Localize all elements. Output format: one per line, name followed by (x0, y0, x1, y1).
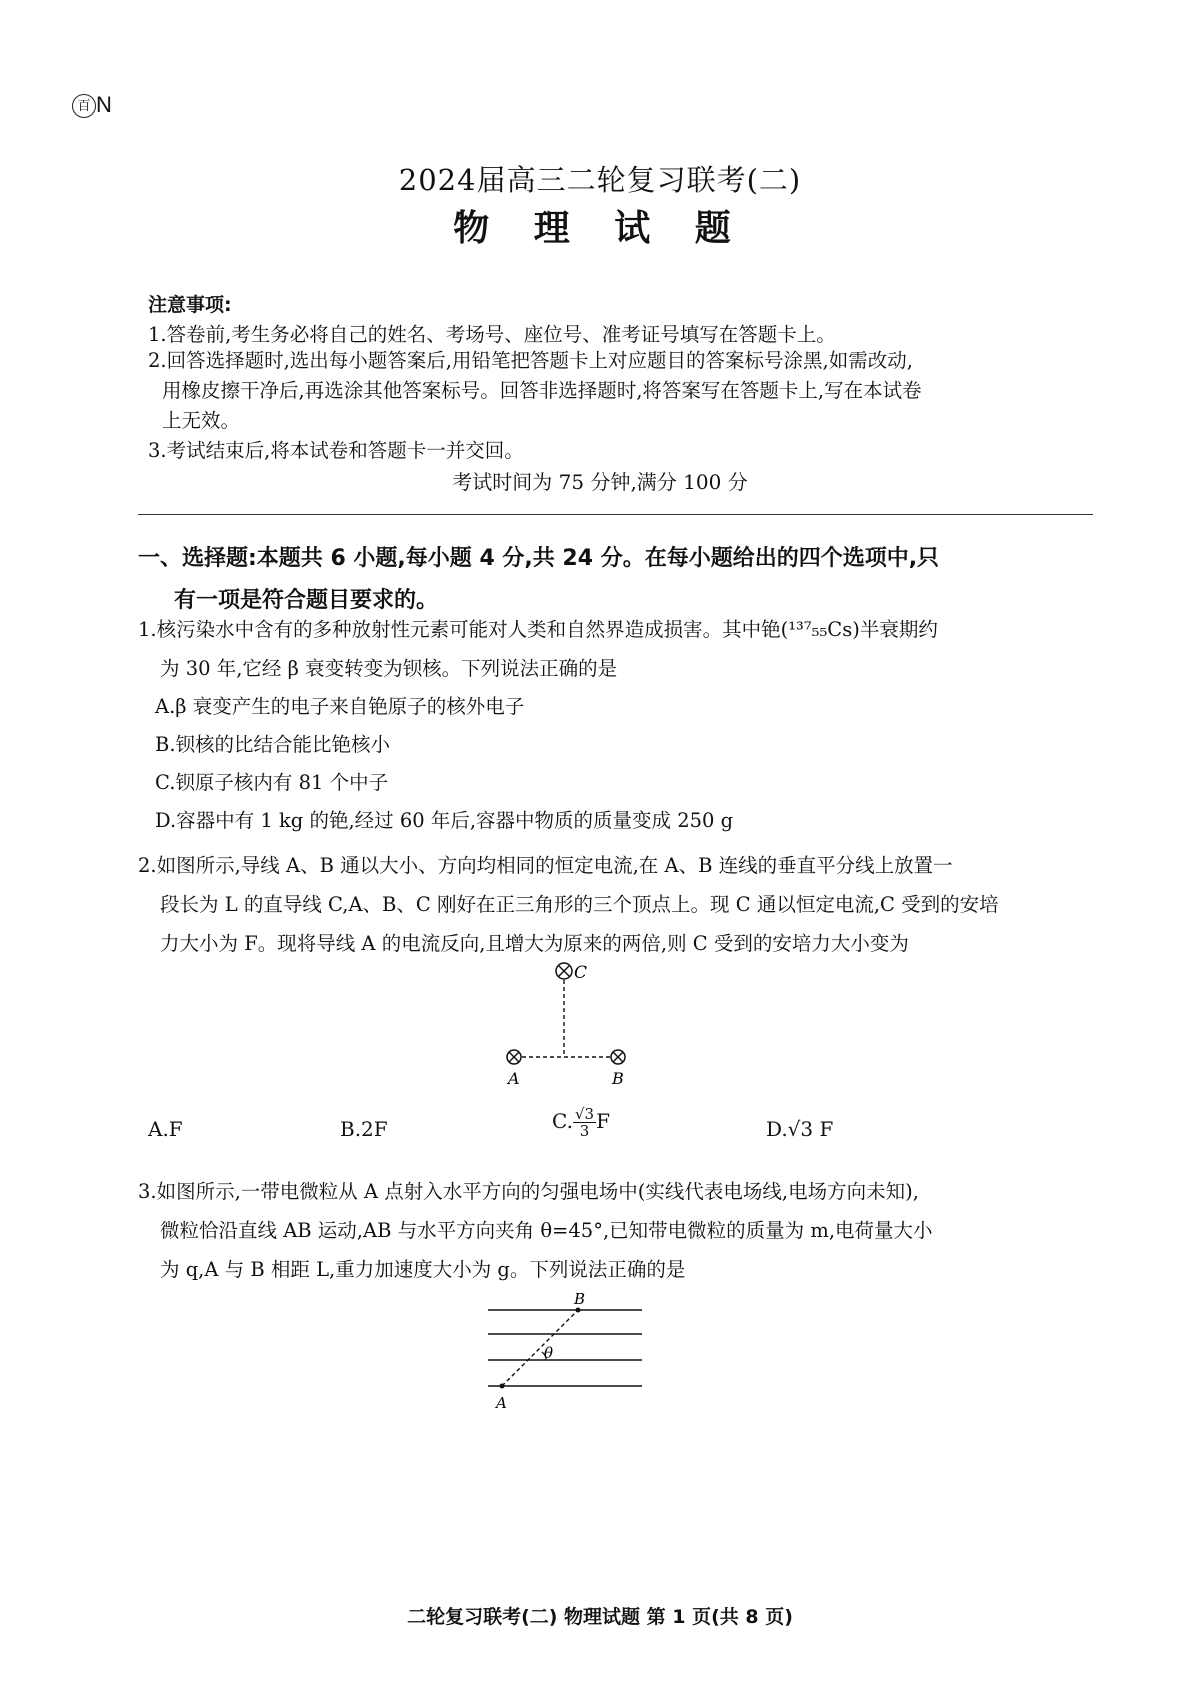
q3-figure (480, 1288, 660, 1418)
notice-item-2: 2.回答选择题时,选出每小题答案后,用铅笔把答题卡上对应题目的答案标号涂黑,如需改动, (148, 349, 913, 372)
notice-item-3: 3.考试结束后,将本试卷和答题卡一并交回。 (148, 439, 524, 462)
q1-option-d: D.容器中有 1 kg 的铯,经过 60 年后,容器中物质的质量变成 250 g (155, 809, 734, 832)
wire-c-symbol (556, 963, 572, 979)
q3-line-2: 微粒恰沿直线 AB 运动,AB 与水平方向夹角 θ=45°,已知带电微粒的质量为 m,电荷量大小 (160, 1219, 933, 1242)
corner-mark-letter: N (96, 92, 112, 117)
label-a: A (508, 1069, 520, 1088)
notice-item-1: 1.答卷前,考生务必将自己的姓名、考场号、座位号、准考证号填写在答题卡上。 (148, 323, 836, 346)
q1-stem (138, 610, 1096, 688)
q2-option-b: B.2F (340, 1117, 388, 1141)
q2-option-c-fraction (573, 1106, 596, 1139)
q2-option-c-den: 3 (579, 1122, 590, 1140)
q2-line-1: 2.如图所示,导线 A、B 通以大小、方向均相同的恒定电流,在 A、B 连线的垂直平分线上放置一 (138, 854, 953, 877)
notice-heading: 注意事项: (148, 294, 232, 316)
wire-b-symbol (611, 1050, 625, 1064)
q3-stem (138, 1172, 1096, 1289)
q2-stem (138, 846, 1096, 963)
q2-line-2: 段长为 L 的直导线 C,A、B、C 刚好在正三角形的三个顶点上。现 C 通以恒定电流,C 受到的安培 (160, 893, 999, 916)
q2-option-c (552, 1106, 610, 1139)
subject-title: 物 理 试 题 (453, 208, 747, 249)
q1-option-a: A.β 衰变产生的电子来自铯原子的核外电子 (155, 695, 525, 718)
q1-line-1: 1.核污染水中含有的多种放射性元素可能对人类和自然界造成损害。其中铯(¹³⁷₅₅Cs)半衰期约 (138, 618, 938, 641)
q2-option-c-num: √3 (574, 1105, 595, 1123)
q3-line-3: 为 q,A 与 B 相距 L,重力加速度大小为 g。下列说法正确的是 (160, 1258, 686, 1281)
q3-line-1: 3.如图所示,一带电微粒从 A 点射入水平方向的匀强电场中(实线代表电场线,电场方向未知), (138, 1180, 919, 1203)
label-b: B (612, 1069, 624, 1088)
label-a: A (496, 1394, 507, 1412)
section-line-2: 有一项是符合题目要求的。 (174, 588, 439, 613)
notice-item-2-cont: 用橡皮擦干净后,再选涂其他答案标号。回答非选择题时,将答案写在答题卡上,写在本试卷 (162, 379, 922, 402)
exam-time: 考试时间为 75 分钟,满分 100 分 (452, 470, 748, 494)
q1-option-b: B.钡核的比结合能比铯核小 (155, 733, 391, 756)
notice-item-2-cont2: 上无效。 (162, 409, 241, 432)
wire-a-symbol (507, 1050, 521, 1064)
q2-figure (500, 960, 660, 1090)
section-line-1: 一、选择题:本题共 6 小题,每小题 4 分,共 24 分。在每小题给出的四个选项中,只 (138, 546, 940, 571)
label-c: C (574, 963, 588, 983)
corner-mark (72, 92, 112, 118)
label-theta: θ (544, 1344, 554, 1362)
divider (138, 514, 1093, 515)
corner-mark-circled: 百 (72, 94, 96, 118)
q2-option-a: A.F (148, 1117, 183, 1141)
point-a (500, 1384, 505, 1389)
page-footer: 二轮复习联考(二) 物理试题 第 1 页(共 8 页) (407, 1606, 793, 1628)
q2-option-c-suffix: F (596, 1109, 610, 1133)
q1-line-2: 为 30 年,它经 β 衰变转变为钡核。下列说法正确的是 (160, 657, 618, 680)
q2-line-3: 力大小为 F。现将导线 A 的电流反向,且增大为原来的两倍,则 C 受到的安培力大小变为 (160, 932, 909, 955)
exam-title: 2024届高三二轮复习联考(二) (398, 163, 802, 197)
label-b: B (574, 1290, 586, 1308)
point-b (576, 1308, 581, 1313)
q1-option-c: C.钡原子核内有 81 个中子 (155, 771, 389, 794)
q2-option-c-prefix: C. (552, 1109, 573, 1133)
q2-option-d: D.√3 F (766, 1117, 834, 1141)
path-ab (502, 1310, 578, 1386)
